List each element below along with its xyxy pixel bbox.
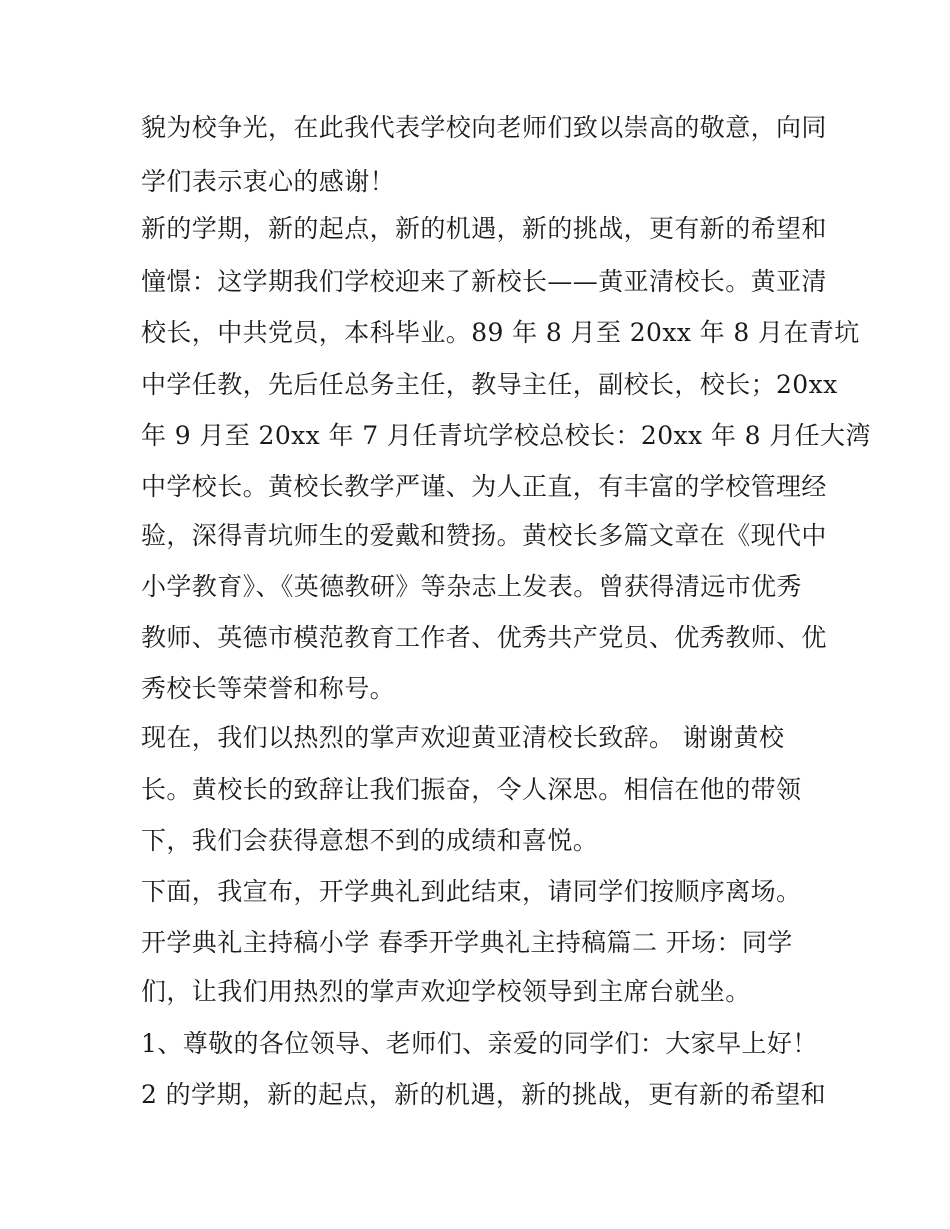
- text-line: 中学任教，先后任总务主任，教导主任，副校长，校长；20xx: [141, 370, 838, 399]
- text-line: 1、尊敬的各位领导、老师们、亲爱的同学们：大家早上好！: [141, 1029, 818, 1058]
- text-line: 们，让我们用热烈的掌声欢迎学校领导到主席台就坐。: [141, 977, 751, 1006]
- text-line: 2 的学期，新的起点，新的机遇，新的挑战，更有新的希望和: [141, 1080, 827, 1109]
- text-line: 学们表示衷心的感谢！: [141, 167, 396, 196]
- text-line: 新的学期，新的起点，新的机遇，新的挑战，更有新的希望和: [141, 214, 827, 243]
- text-line: 小学教育》、《英德教研》等杂志上发表。曾获得清远市优秀: [141, 572, 802, 601]
- text-line: 下面，我宣布，开学典礼到此结束，请同学们按顺序离场。: [141, 877, 802, 906]
- text-line: 校长，中共党员，本科毕业。89 年 8 月至 20xx 年 8 月在青坑: [141, 318, 860, 347]
- text-line: 年 9 月至 20xx 年 7 月任青坑学校总校长：20xx 年 8 月任大湾: [141, 421, 871, 450]
- text-line: 长。黄校长的致辞让我们振奋，令人深思。相信在他的带领: [141, 775, 802, 804]
- text-line: 憧憬：这学期我们学校迎来了新校长——黄亚清校长。黄亚清: [141, 267, 827, 296]
- text-line: 现在，我们以热烈的掌声欢迎黄亚清校长致辞。 谢谢黄校: [141, 723, 785, 752]
- text-line: 秀校长等荣誉和称号。: [141, 674, 396, 703]
- text-line: 开学典礼主持稿小学 春季开学典礼主持稿篇二 开场：同学: [141, 928, 793, 957]
- text-line: 教师、英德市模范教育工作者、优秀共产党员、优秀教师、优: [141, 623, 827, 652]
- text-line: 验，深得青坑师生的爱戴和赞扬。黄校长多篇文章在《现代中: [141, 521, 827, 550]
- text-line: 貌为校争光，在此我代表学校向老师们致以崇高的敬意，向同: [141, 113, 827, 142]
- text-line: 下，我们会获得意想不到的成绩和喜悦。: [141, 826, 599, 855]
- text-line: 中学校长。黄校长教学严谨、为人正直，有丰富的学校管理经: [141, 472, 827, 501]
